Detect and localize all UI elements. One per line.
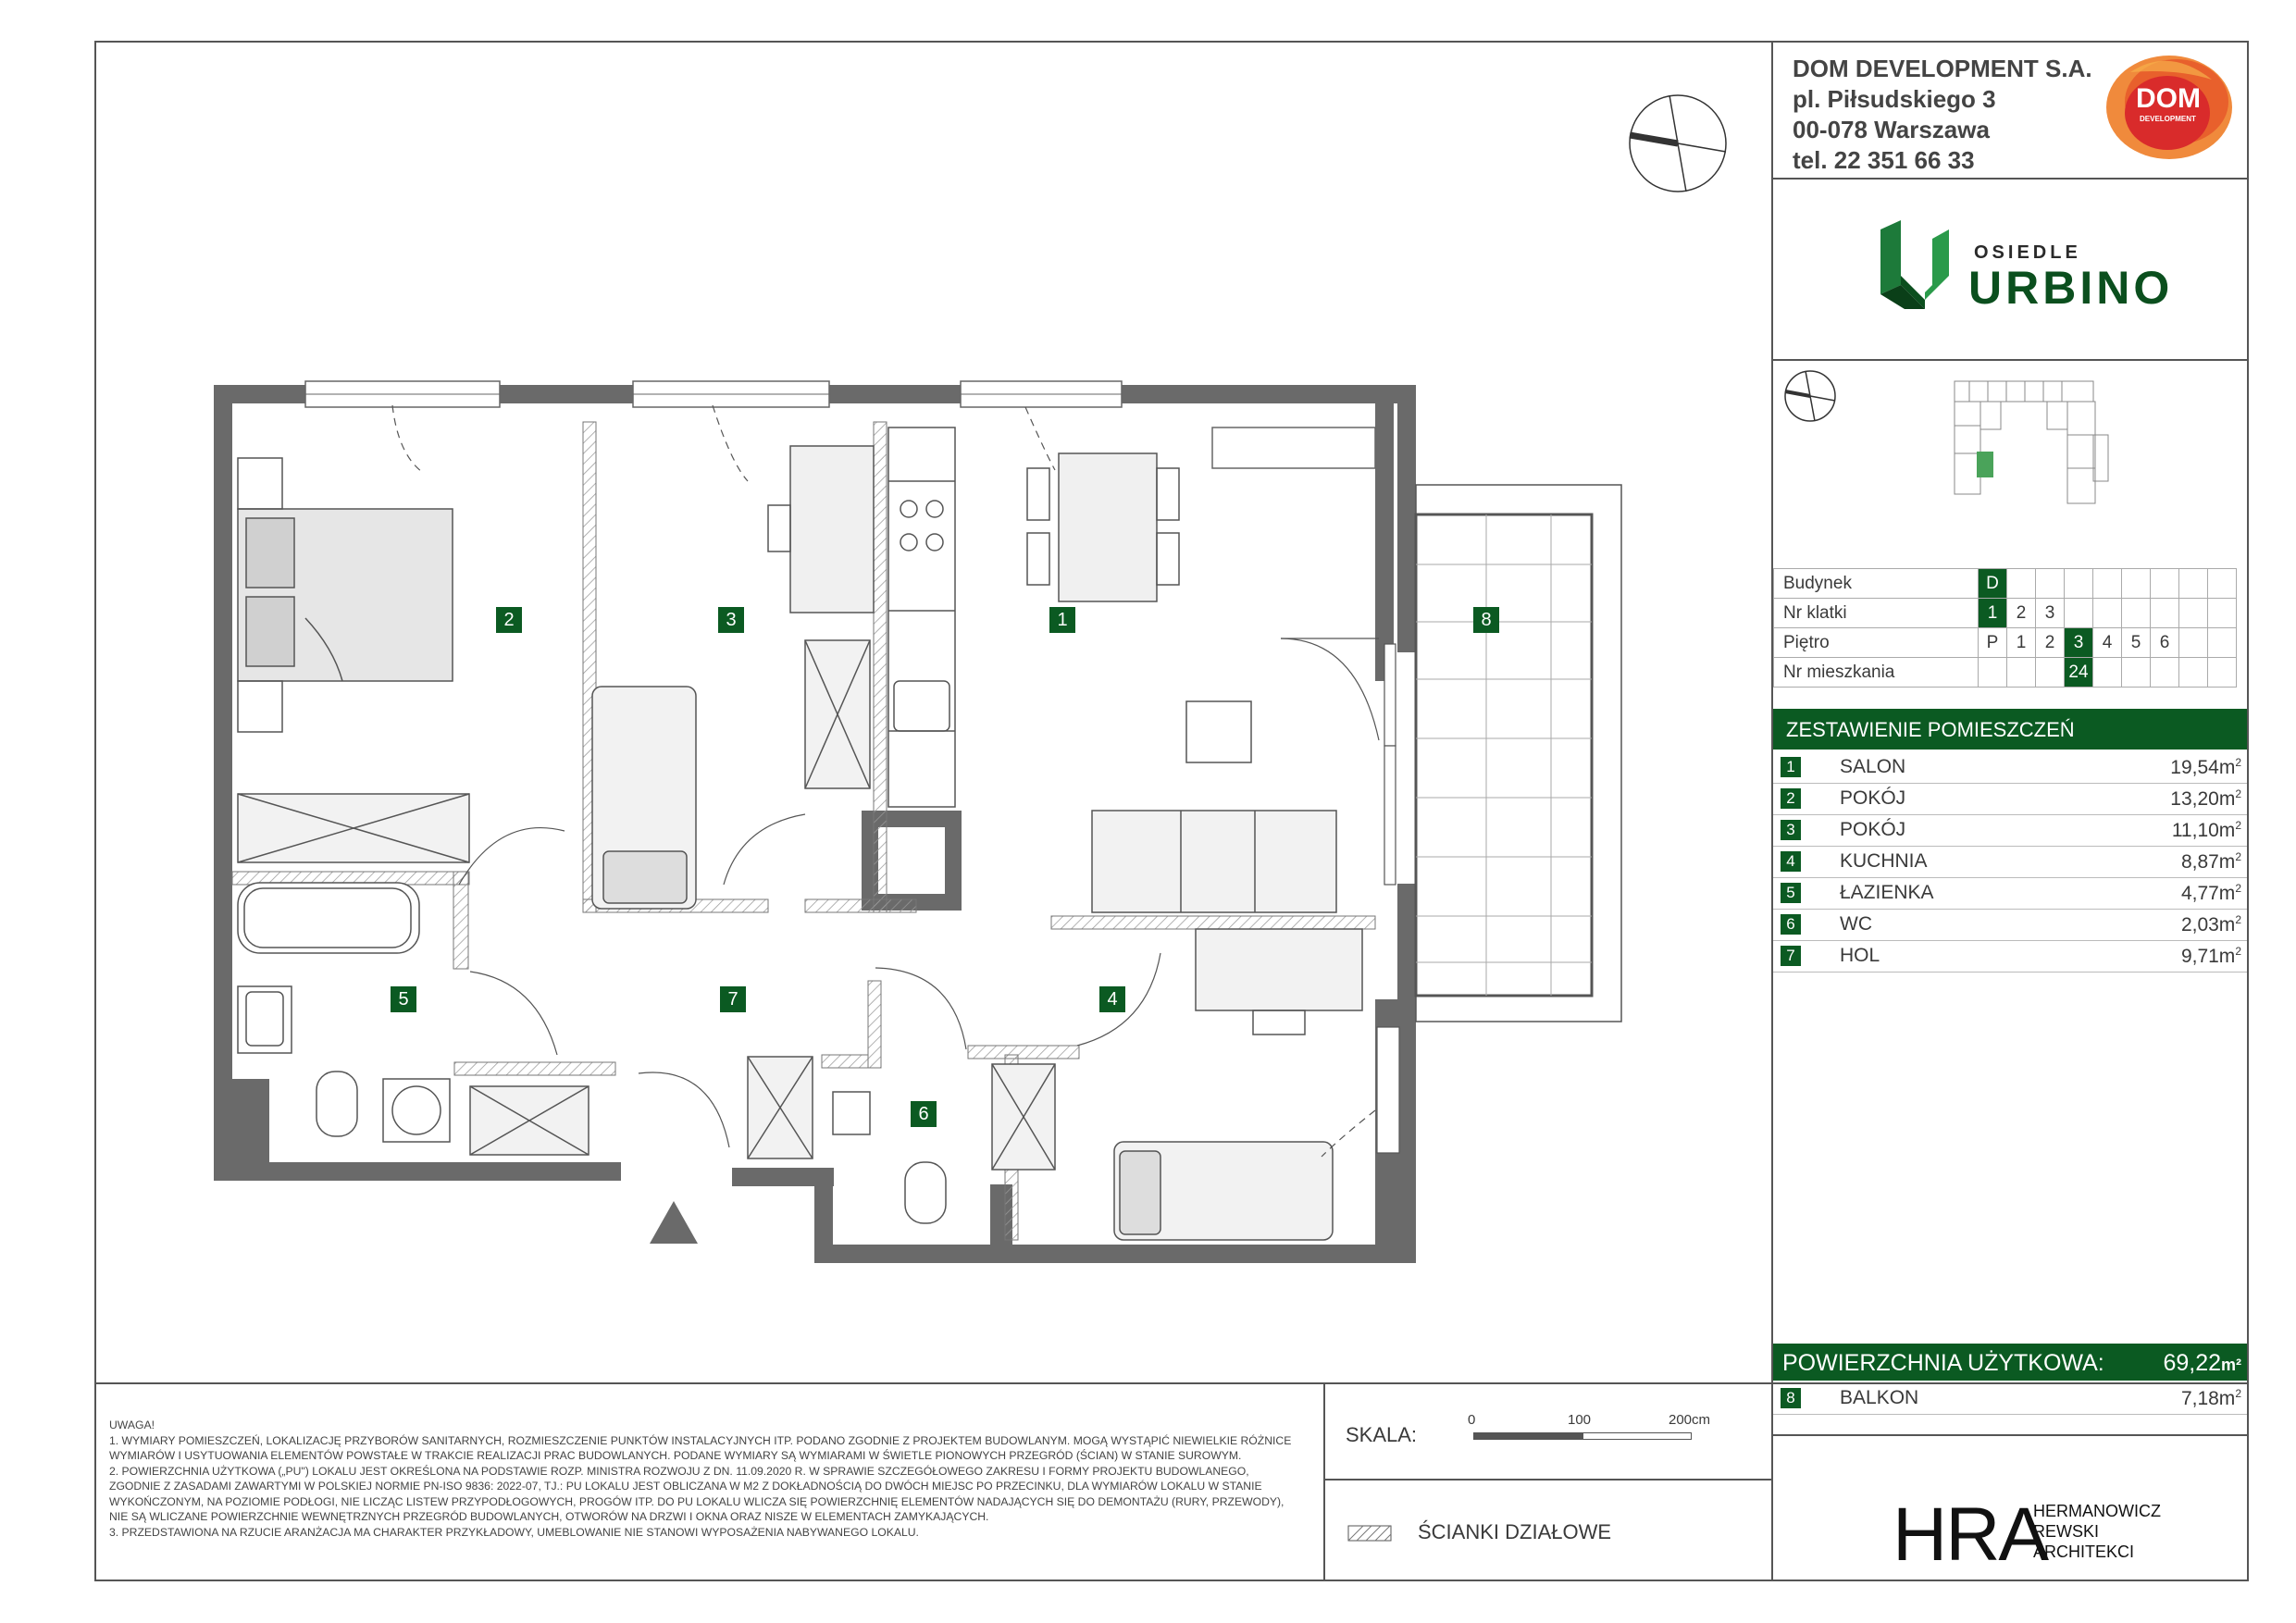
pietro-option: 6 [2151,628,2179,658]
notes-line: 3. PRZEDSTAWIONA NA RZUCIE ARANŻACJA MA CHARAKTER PRZYKŁADOWY, UMEBLOWANIE NIE STANOWI WYPOSAŻENIA NABYWANEGO LOKALU. [109,1525,919,1539]
room-number: 2 [1781,788,1801,809]
company-street: pl. Piłsudskiego 3 [1793,85,1996,113]
room-area: $4,77m^2$ [2180,882,2241,904]
room-number: 6 [1781,914,1801,935]
klatka-option: 3 [2036,599,2065,628]
scale-tick-100: 100 [1568,1412,1592,1428]
scale-bar [1473,1432,1692,1440]
room-area: $9,71m^2$ [2180,945,2241,967]
north-compass-small-icon [1782,368,1838,428]
total-area-bar [1773,1344,2247,1381]
room-tag-2: 2 [496,607,522,633]
room-tag-6: 6 [911,1101,937,1127]
list-item [1773,846,2247,878]
room-name: SALON [1840,756,1906,777]
architect-logo: HRA [1893,1493,2048,1577]
room-name: POKÓJ [1840,819,1906,840]
scale-tick-200: 200cm [1669,1412,1711,1428]
notes-line: UWAGA! [109,1419,155,1431]
total-area-value: 69,22m² [2163,1350,2241,1376]
room-tag-5: 5 [391,986,416,1012]
klatka-label: Nr klatki [1774,599,1979,628]
site-plan-map [1951,379,2110,523]
company-name: DOM DEVELOPMENT S.A. [1793,55,2092,82]
pietro-option: 4 [2093,628,2122,658]
pietro-option: P [1979,628,2007,658]
notes-line: WYMIARÓW I USYTUOWANIA ELEMENTÓW POWSTAŁE W TRAKCIE REALIZACJI PRAC BUDOWLANYCH. PODANE WYMIARY SĄ WYMIARAMI W ŚWIETLE PIONOWYCH PRZEGRÓD (ŚCIAN) W STANIE SUROWYM. [109,1449,1242,1462]
legend-walls-label: ŚCIANKI DZIAŁOWE [1418,1520,1612,1543]
mieszkanie-label: Nr mieszkania [1774,658,1979,688]
project-name: URBINO [1968,262,2174,314]
company-city: 00-078 Warszawa [1793,116,1990,143]
list-item [1773,751,2247,784]
room-number: 7 [1781,946,1801,966]
mieszkanie-value: 24 [2065,658,2093,688]
room-number: 1 [1781,757,1801,777]
company-phone: tel. 22 351 66 33 [1793,146,1975,174]
room-area: $7,18m^2$ [2180,1387,2241,1409]
room-number: 5 [1781,883,1801,903]
divider [1771,359,2249,361]
room-number: 8 [1781,1388,1801,1408]
apartment-info-table [1773,568,2237,688]
scale-label: SKALA: [1346,1423,1418,1446]
room-name: POKÓJ [1840,787,1906,809]
rooms-list [1773,751,2247,977]
klatka-option: 1 [1979,599,2007,628]
rooms-title: ZESTAWIENIE POMIESZCZEŃ [1786,718,2075,741]
room-name: BALKON [1840,1387,1919,1408]
budynek-label: Budynek [1774,569,1979,599]
notes-line: WYKOŃCZONYM, NA POZIOMIE PODŁOGI, NIE LICZĄC LISTEW PRZYPODŁOGOWYCH, PROGÓW ITP. DO PU LOKALU WLICZA SIĘ POWIERZCHNIĘ ELEMENTÓW NADAJĄCYCH SIĘ DO DEMONTAŻU (RURY, PRZEWODY), [109,1494,1285,1508]
notes-line: 2. POWIERZCHNIA UŻYTKOWA („PU") LOKALU JEST OKREŚLONA NA PODSTAWIE ROZP. MINISTRA ROZWOJU Z DN. 11.09.2020 R. W SPRAWIE SZCZEGÓŁOWEGO ZAKRESU I FORMY PROJEKTU BUDOWLANEGO, [109,1464,1249,1478]
room-tag-3: 3 [718,607,744,633]
balcony-row [1773,1382,2247,1414]
room-area: $13,20m^2$ [2170,787,2241,810]
pietro-option: 1 [2007,628,2036,658]
room-name: WC [1840,913,1872,935]
list-item [1773,1382,2247,1415]
room-number: 3 [1781,820,1801,840]
total-area-label: POWIERZCHNIA UŻYTKOWA: [1782,1350,2104,1376]
room-area: $11,10m^2$ [2171,819,2241,841]
room-area: $2,03m^2$ [2180,913,2241,935]
pietro-label: Piętro [1774,628,1979,658]
north-compass-icon [1627,93,1729,199]
bottom-divider [1323,1479,1771,1481]
room-name: HOL [1840,945,1880,966]
room-area: $19,54m^2$ [2170,756,2241,778]
hatch-legend-icon [1347,1525,1392,1546]
room-number: 4 [1781,851,1801,872]
room-tag-4: 4 [1099,986,1125,1012]
logo-text: DOM [2136,83,2201,114]
list-item [1773,814,2247,847]
budynek-value: D [1979,569,2007,599]
notes-line: ZGODNIE Z ZASADAMI ZAWARTYMI W POLSKIEJ NORMIE PN-ISO 9836: 2022-07, TJ.: PU LOKALU JEST OBLICZANA W M2 Z DOKŁADNOŚCIĄ DO DWÓCH MIEJSC PO PRZECINKU, DLA WYMIARÓW LOKALU W STANIE [109,1480,1262,1493]
notes-line: NIE SĄ WLICZANE POWIERZCHNIE WEWNĘTRZNYCH PRZEGRÓD BUDOWLANYCH, OTWORÓW NA DRZWI I OKNA ORAZ NISZE W ELEMENTACH ZAMYKAJĄCYCH. [109,1510,989,1523]
divider [1771,178,2249,180]
logo-subtext: DEVELOPMENT [2140,115,2196,123]
room-name: ŁAZIENKA [1840,882,1934,903]
klatka-option: 2 [2007,599,2036,628]
notes-line: 1. WYMIARY POMIESZCZEŃ, LOKALIZACJĘ PRZYBORÓW SANITARNYCH, ROZMIESZCZENIE PUNKTÓW INSTALACYJNYCH ITP. PODANO ZGODNIE Z PROJEKTEM BUDOWLANYM. MOGĄ WYSTĄPIĆ NIEWIELKIE RÓŻNICE [109,1433,1292,1447]
dom-development-logo [2103,52,2236,163]
room-area: $8,87m^2$ [2180,850,2241,873]
bottom-divider [1771,1434,2249,1436]
room-tag-1: 1 [1049,607,1075,633]
list-item [1773,909,2247,941]
osiedle-label: OSIEDLE [1974,242,2081,263]
list-item [1773,940,2247,973]
scale-tick-0: 0 [1468,1412,1476,1428]
list-item [1773,783,2247,815]
company-info [1793,54,2092,176]
pietro-option: 2 [2036,628,2065,658]
architect-name: HERMANOWICZ REWSKI ARCHITEKCI [2033,1502,2161,1561]
list-item [1773,877,2247,910]
bottom-divider [1323,1382,1325,1581]
room-name: KUCHNIA [1840,850,1928,872]
pietro-option: 3 [2065,628,2093,658]
room-tag-8: 8 [1473,607,1499,633]
rooms-title-bar [1773,709,2247,750]
pietro-option: 5 [2122,628,2151,658]
room-tag-7: 7 [720,986,746,1012]
notes-block [109,1418,1312,1540]
urbino-logo-icon [1880,220,1955,314]
